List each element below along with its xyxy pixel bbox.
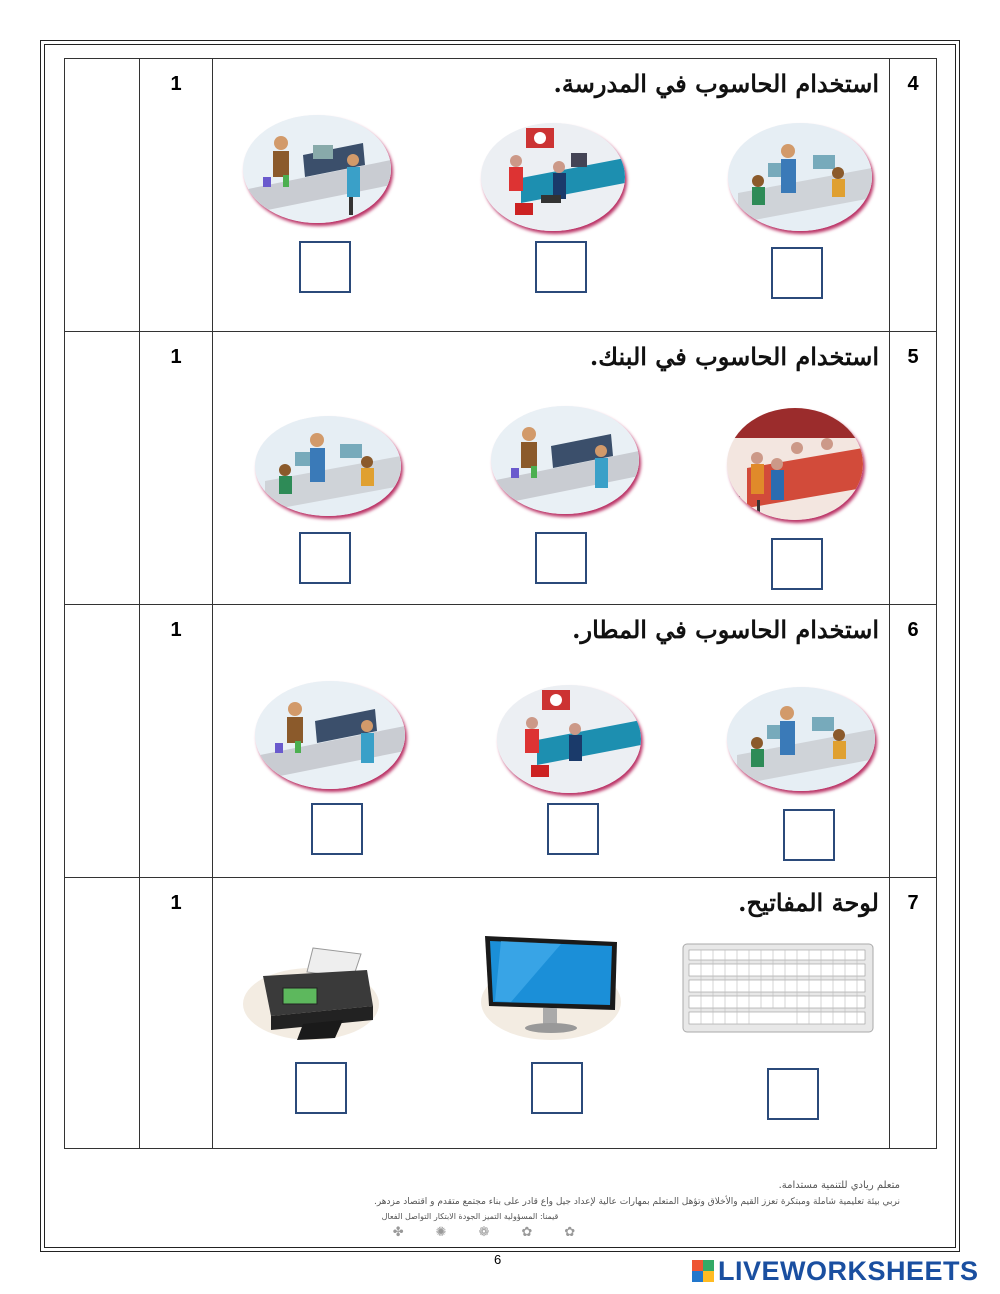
answer-checkbox[interactable] [531, 1062, 583, 1114]
score: 1 [170, 346, 182, 368]
question-cell [213, 332, 890, 605]
question-number: 6 [907, 619, 919, 641]
answer-cell [65, 332, 140, 605]
score-cell [140, 59, 213, 332]
question-number: 7 [907, 892, 919, 914]
bank-counter-scene-image [727, 408, 863, 520]
answer-checkbox[interactable] [547, 803, 599, 855]
liveworksheets-logo [692, 1256, 979, 1287]
answer-checkbox[interactable] [767, 1068, 819, 1120]
footer-vision: متعلم ريادي للتنمية مستدامة. [778, 1180, 900, 1191]
score: 1 [170, 619, 182, 641]
answer-checkbox[interactable] [535, 532, 587, 584]
answer-cell [65, 878, 140, 1149]
page-footer [70, 1180, 930, 1240]
question-row [65, 878, 937, 1149]
question-cell [213, 878, 890, 1149]
answer-checkbox[interactable] [295, 1062, 347, 1114]
question-number: 4 [907, 73, 919, 95]
computer-classroom-scene-image [255, 416, 401, 516]
score: 1 [170, 892, 182, 914]
worksheet-table [64, 58, 937, 1149]
question-text: استخدام الحاسوب في المطار. [572, 615, 879, 644]
printer-image [243, 944, 379, 1040]
answer-checkbox[interactable] [771, 538, 823, 590]
question-row [65, 332, 937, 605]
footer-mission: نربي بيئة تعليمية شاملة ومبتكرة تعزز القيم والأخلاق وتؤهل المتعلم بمهارات عالية لإعداد جيل واع قادر على بناء مجتمع متقدم و اقتصاد مزدهر. [373, 1197, 900, 1207]
computer-classroom-scene-image [728, 123, 872, 231]
monitor-image [481, 934, 621, 1042]
question-cell [213, 59, 890, 332]
answer-checkbox[interactable] [299, 532, 351, 584]
computer-office-scene-image [491, 406, 639, 514]
answer-checkbox[interactable] [771, 247, 823, 299]
answer-checkbox[interactable] [299, 241, 351, 293]
question-number-cell [890, 59, 937, 332]
question-number-cell [890, 332, 937, 605]
footer-values: قيمنا: المسؤولية التميز الجودة الابتكار التواصل الفعال [381, 1212, 559, 1221]
question-row [65, 605, 937, 878]
question-cell [213, 605, 890, 878]
answer-cell [65, 605, 140, 878]
question-number-cell [890, 878, 937, 1149]
answer-checkbox[interactable] [311, 803, 363, 855]
keyboard-image [681, 942, 875, 1036]
question-row [65, 59, 937, 332]
brand-name: LIVEWORKSHEETS [718, 1256, 979, 1286]
computer-classroom-scene-image [727, 687, 875, 791]
computer-office-scene-image [243, 115, 391, 223]
footer-value-icons: ✿✿❁✺✤ [392, 1225, 608, 1240]
score-cell [140, 605, 213, 878]
score-cell [140, 332, 213, 605]
liveworksheets-icon [692, 1260, 714, 1282]
score-cell [140, 878, 213, 1149]
question-text: استخدام الحاسوب في المدرسة. [553, 69, 879, 98]
question-text: لوحة المفاتيح. [738, 888, 879, 917]
question-text: استخدام الحاسوب في البنك. [589, 342, 879, 371]
question-number: 5 [907, 346, 919, 368]
question-number-cell [890, 605, 937, 878]
airport-checkin-scene-image [481, 123, 625, 231]
page-number: 6 [494, 1252, 502, 1267]
answer-checkbox[interactable] [783, 809, 835, 861]
answer-checkbox[interactable] [535, 241, 587, 293]
computer-office-scene-image [255, 681, 405, 789]
answer-cell [65, 59, 140, 332]
airport-checkin-scene-image [497, 685, 641, 793]
score: 1 [170, 73, 182, 95]
